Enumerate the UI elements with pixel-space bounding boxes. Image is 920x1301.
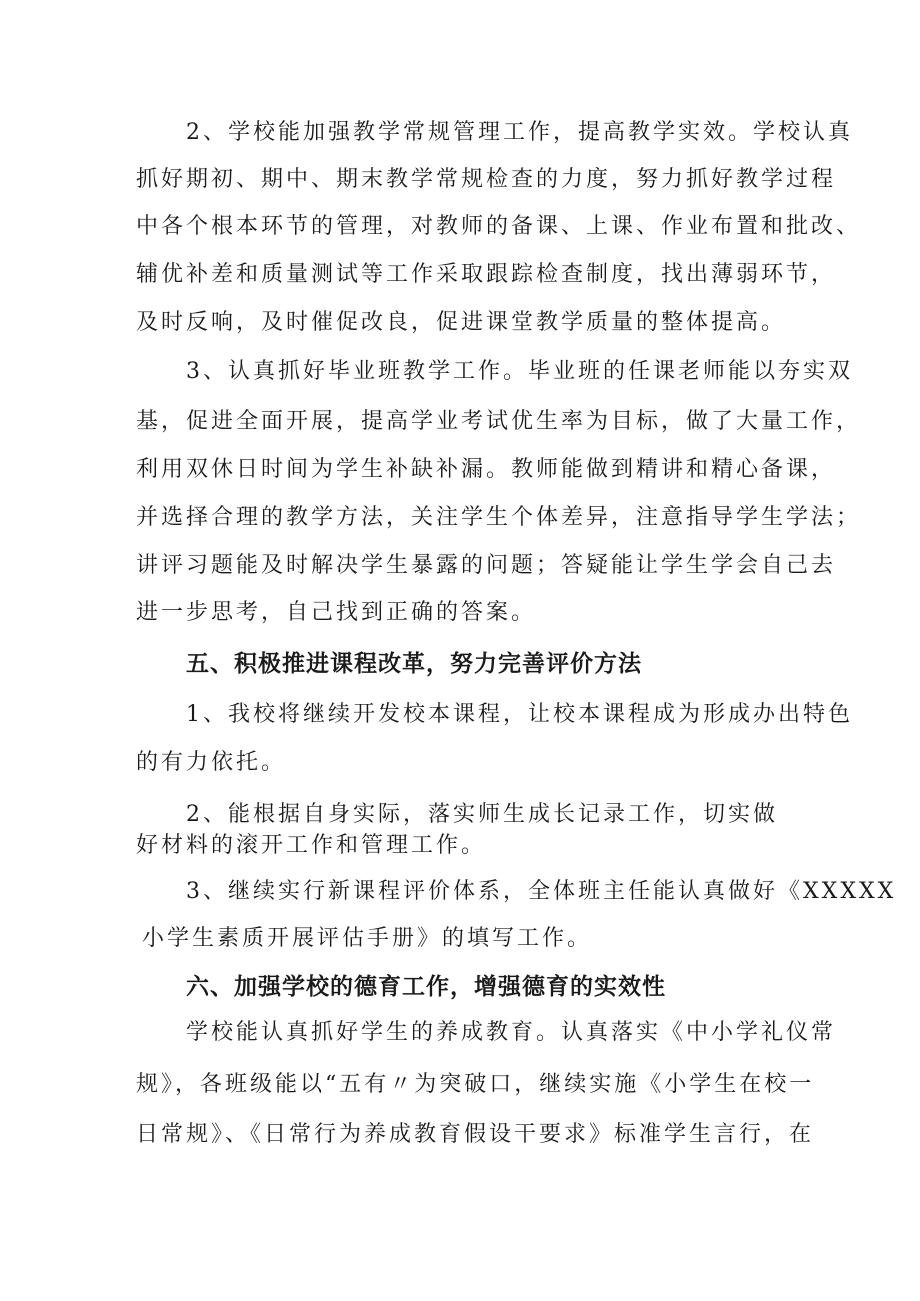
paragraph-2-line-4: 辅优补差和质量测试等工作采取跟踪检查制度，找出薄弱环节， <box>136 262 837 287</box>
paragraph-3-line-4: 并选择合理的教学方法，关注学生个体差异，注意指导学生学法； <box>136 505 862 530</box>
section-6-heading: 六、加强学校的德育工作，增强德育的实效性 <box>186 974 666 1000</box>
paragraph-3-line-5: 讲评习题能及时解决学生暴露的问题；答疑能让学生学会自己去 <box>136 553 837 578</box>
section-5-item-1-line-2: 的有力依托。 <box>136 750 287 775</box>
section-5-item-1-line-1: 1、我校将继续开发校本课程，让校本课程成为形成办出特色 <box>186 702 853 727</box>
paragraph-3-line-6: 进一步思考，自己找到正确的答案。 <box>136 600 537 625</box>
paragraph-3-line-3: 利用双休日时间为学生补缺补漏。教师能做到精讲和精心备课， <box>136 457 837 482</box>
section-5-item-3-line-2: 小学生素质开展评估手册》的填写工作。 <box>142 926 593 951</box>
section-6-line-3: 日常规》、《日常行为养成教育假设干要求》标准学生言行，在 <box>136 1122 815 1147</box>
section-5-item-2-line-2: 好材料的滚开工作和管理工作。 <box>136 833 487 858</box>
paragraph-2-line-5: 及时反响，及时催促改良，促进课堂教学质量的整体提高。 <box>136 310 787 335</box>
section-6-line-2: 规》，各班级能以“五有〃为突破口，继续实施《小学生在校一 <box>136 1072 815 1097</box>
paragraph-2-line-1: 2、学校能加强教学常规管理工作，提高教学实效。学校认真 <box>186 120 853 145</box>
section-5-item-3-line-1: 3、继续实行新课程评价体系，全体班主任能认真做好《XXXXX <box>186 879 897 904</box>
section-5-item-2-line-1: 2、能根据自身实际，落实师生成长记录工作，切实做 <box>186 802 778 827</box>
paragraph-3-line-1: 3、认真抓好毕业班教学工作。毕业班的任课老师能以夯实双 <box>186 359 853 384</box>
paragraph-2-line-3: 中各个根本环节的管理，对教师的备课、上课、作业布置和批改、 <box>136 214 862 239</box>
section-6-line-1: 学校能认真抓好学生的养成教育。认真落实《中小学礼仪常 <box>186 1020 837 1045</box>
section-5-heading: 五、积极推进课程改革，努力完善评价方法 <box>186 651 642 677</box>
paragraph-3-line-2: 基，促进全面开展，提高学业考试优生率为目标，做了大量工作， <box>136 409 862 434</box>
paragraph-2-line-2: 抓好期初、期中、期末教学常规检查的力度，努力抓好教学过程 <box>136 167 837 192</box>
